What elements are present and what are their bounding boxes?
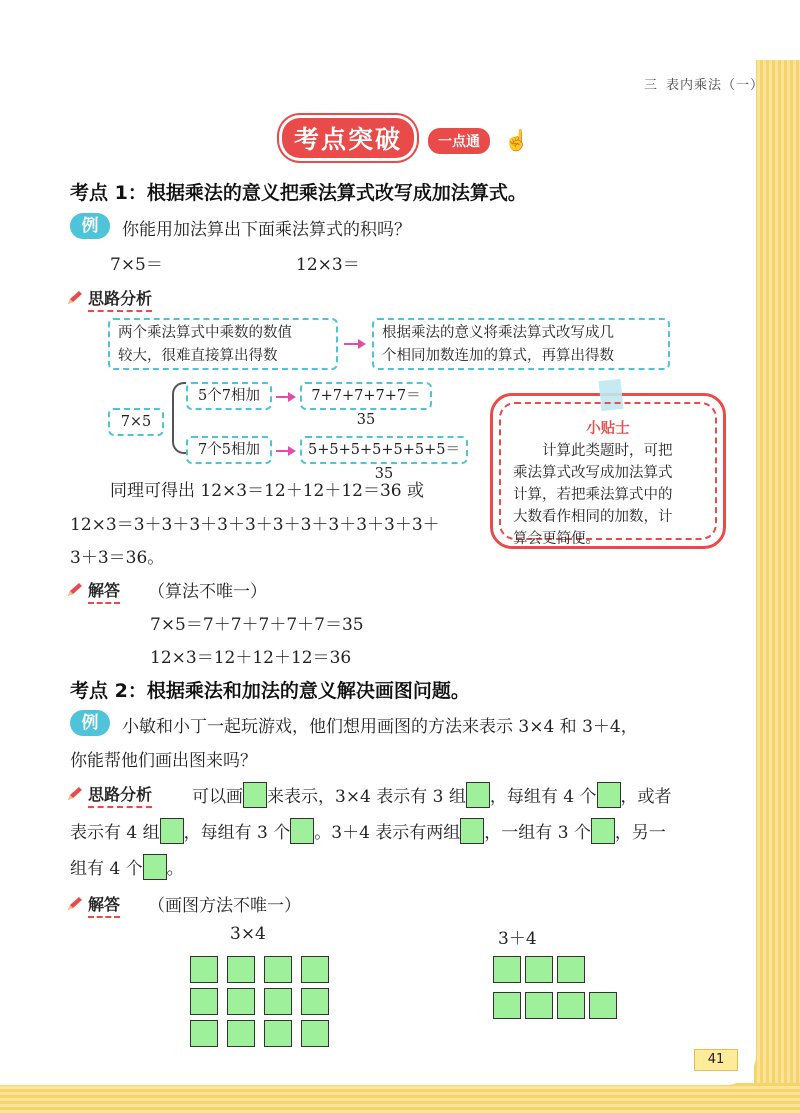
analysis-text: ，另一 bbox=[614, 823, 666, 843]
square-symbol bbox=[466, 782, 490, 808]
chapter-title: 表内乘法（一） bbox=[666, 78, 765, 93]
analysis-text: ，或者 bbox=[620, 787, 672, 807]
analysis-text: ，一组有 3 个 bbox=[484, 823, 591, 843]
analysis-label: 思路分析 bbox=[88, 289, 152, 312]
answer-note: （画图方法不唯一） bbox=[148, 896, 301, 916]
grid-square bbox=[301, 956, 329, 983]
kp1-question: 你能用加法算出下面乘法算式的积吗？ bbox=[122, 220, 411, 240]
grid-square bbox=[525, 992, 553, 1019]
square-symbol bbox=[143, 854, 167, 880]
square-symbol bbox=[160, 818, 184, 844]
arrow bbox=[276, 450, 294, 452]
method-line: 个相同加数连加的算式，再算出得数 bbox=[382, 348, 614, 364]
grid-square bbox=[493, 992, 521, 1019]
page-stack-edge bbox=[754, 60, 800, 1113]
example-tag: 例 bbox=[70, 213, 110, 239]
square-symbol bbox=[290, 818, 314, 844]
arrow bbox=[344, 343, 364, 345]
brace bbox=[172, 382, 186, 454]
expr-b: 12×3＝ bbox=[296, 255, 360, 275]
analysis-text: 表示有 4 组 bbox=[70, 823, 160, 843]
branch-top-label: 5个7相加 bbox=[186, 382, 272, 410]
answer-line: 7×5＝7＋7＋7＋7＋7＝35 bbox=[150, 615, 364, 635]
page-stack-bottom bbox=[0, 1083, 800, 1113]
tip-line: 计算，若把乘法算式中的 bbox=[513, 487, 673, 503]
answer-heading bbox=[66, 892, 120, 915]
reason-line: 两个乘法算式中乘数的数值 bbox=[118, 325, 292, 341]
chapter-header bbox=[644, 74, 772, 93]
analysis-text: 来表示，3×4 表示有 3 组 bbox=[267, 787, 466, 807]
square-symbol bbox=[460, 818, 484, 844]
branch-bottom-result: 5+5+5+5+5+5+5＝35 bbox=[300, 436, 468, 464]
grid-square bbox=[557, 956, 585, 983]
grid-square bbox=[264, 988, 292, 1015]
similar-line: 3＋3＝36。 bbox=[70, 548, 165, 568]
analysis-text: 。 bbox=[166, 859, 184, 879]
page-number: 41 bbox=[694, 1049, 738, 1071]
kp2-title: 考点 2：根据乘法和加法的意义解决画图问题。 bbox=[70, 680, 470, 702]
grid-square bbox=[525, 956, 553, 983]
grid-square bbox=[557, 992, 585, 1019]
answer-label: 解答 bbox=[88, 895, 120, 918]
analysis-label: 思路分析 bbox=[88, 785, 152, 808]
grid-square bbox=[190, 956, 218, 983]
tip-title: 小贴士 bbox=[586, 420, 630, 437]
branch-top-result: 7+7+7+7+7＝35 bbox=[300, 382, 432, 410]
branch-bottom-label: 7个5相加 bbox=[186, 436, 272, 464]
answer-label: 解答 bbox=[88, 581, 120, 604]
square-symbol bbox=[597, 782, 621, 808]
analysis-text: ，每组有 3 个 bbox=[183, 823, 291, 843]
grid-square bbox=[190, 1020, 218, 1047]
figure-a-label: 3×4 bbox=[230, 924, 266, 944]
answer-line: 12×3＝12＋12＋12＝36 bbox=[150, 648, 352, 668]
banner-sub: 一点通 bbox=[428, 128, 490, 154]
analysis-text: 组有 4 个 bbox=[70, 859, 143, 879]
pencil-icon bbox=[66, 290, 84, 306]
square-symbol bbox=[243, 782, 267, 808]
method-line: 根据乘法的意义将乘法算式改写成几 bbox=[382, 325, 614, 341]
reason-box bbox=[108, 318, 338, 370]
grid-square bbox=[493, 956, 521, 983]
grid-square bbox=[301, 988, 329, 1015]
tip-line: 大数看作相同的加数，计 bbox=[513, 509, 673, 525]
analysis-heading bbox=[66, 782, 152, 805]
method-box bbox=[372, 318, 670, 370]
tip-line: 乘法算式改写成加法算式 bbox=[513, 465, 673, 481]
analysis-text: 可以画 bbox=[192, 787, 243, 807]
pencil-icon bbox=[66, 582, 84, 598]
root-expression: 7×5 bbox=[108, 408, 164, 436]
tip-line: 计算此类题时，可把 bbox=[542, 443, 673, 459]
kp1-title: 考点 1：根据乘法的意义把乘法算式改写成加法算式。 bbox=[70, 182, 527, 204]
analysis-heading bbox=[66, 286, 152, 309]
grid-square bbox=[264, 956, 292, 983]
pointing-hand-icon: ☝ bbox=[504, 128, 529, 152]
grid-square bbox=[227, 1020, 255, 1047]
example-tag: 例 bbox=[70, 710, 110, 736]
reason-line: 较大，很难直接算出得数 bbox=[118, 348, 278, 364]
kp2-question: 小敏和小丁一起玩游戏，他们想用画图的方法来表示 3×4 和 3＋4， bbox=[122, 717, 638, 737]
tip-line: 算会更简便。 bbox=[513, 531, 600, 547]
square-symbol bbox=[591, 818, 615, 844]
grid-square bbox=[589, 992, 617, 1019]
analysis-line bbox=[70, 818, 666, 844]
analysis-text: 。3＋4 表示有两组 bbox=[314, 823, 461, 843]
answer-heading bbox=[66, 578, 120, 601]
analysis-line bbox=[192, 782, 672, 808]
grid-square bbox=[227, 988, 255, 1015]
grid-square bbox=[264, 1020, 292, 1047]
figure-b-label: 3＋4 bbox=[498, 929, 537, 949]
pencil-icon bbox=[66, 786, 84, 802]
expr-a: 7×5＝ bbox=[110, 255, 163, 275]
banner-main: 考点突破 bbox=[282, 118, 414, 158]
answer-note: （算法不唯一） bbox=[148, 582, 267, 602]
grid-square bbox=[227, 956, 255, 983]
pencil-icon bbox=[66, 896, 84, 912]
arrow bbox=[276, 396, 294, 398]
grid-square bbox=[190, 988, 218, 1015]
grid-square bbox=[301, 1020, 329, 1047]
analysis-text: ，每组有 4 个 bbox=[489, 787, 597, 807]
chapter-number: 三 bbox=[644, 78, 659, 93]
kp2-question: 你能帮他们画出图来吗？ bbox=[70, 751, 257, 771]
tip-box bbox=[490, 393, 726, 549]
similar-line: 同理可得出 12×3＝12＋12＋12＝36 或 bbox=[110, 481, 425, 501]
similar-line: 12×3＝3＋3＋3＋3＋3＋3＋3＋3＋3＋3＋3＋ bbox=[70, 515, 440, 535]
section-banner bbox=[282, 118, 529, 154]
analysis-line bbox=[70, 854, 184, 880]
